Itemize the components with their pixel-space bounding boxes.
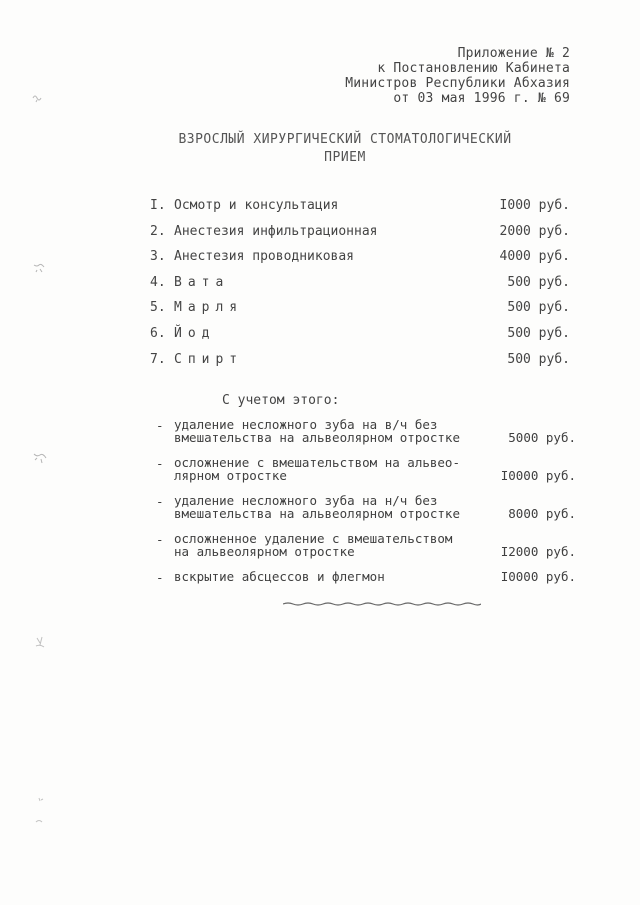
price-row-name: Анестезия проводниковая — [174, 249, 355, 265]
price-row-amount: 500 руб. — [507, 325, 570, 341]
price-row — [150, 222, 570, 248]
additional-services — [156, 418, 576, 595]
list-dash: - — [156, 532, 164, 547]
price-row-name: Анестезия инфильтрационная — [174, 223, 378, 239]
price-row — [150, 350, 570, 376]
margin-mark-2 — [32, 259, 48, 275]
service-text-line-2: лярном отростке — [174, 468, 287, 483]
service-amount: 5000 руб. — [508, 430, 576, 445]
service-item — [156, 418, 576, 444]
title-line-1: ВЗРОСЛЫЙ ХИРУРГИЧЕСКИЙ СТОМАТОЛОГИЧЕСКИЙ — [178, 132, 512, 147]
price-row-number: 7. — [150, 351, 166, 367]
margin-mark-4 — [33, 634, 49, 650]
price-list — [150, 196, 570, 375]
price-row-number: 2. — [150, 223, 166, 239]
list-dash: - — [156, 456, 164, 471]
closing-divider-line — [283, 602, 481, 607]
service-text-line-2: вмешательства на альвеолярном отростке — [174, 430, 460, 445]
price-row-amount: 4000 руб. — [499, 249, 570, 265]
price-row-name: Йод — [174, 325, 216, 341]
annex-line-2: к Постановлению Кабинета — [377, 61, 570, 76]
price-row — [150, 273, 570, 299]
annex-header — [345, 46, 570, 106]
service-text-line-2: на альвеолярном отростке — [174, 544, 355, 559]
list-dash: - — [156, 494, 164, 509]
price-row-name: Марля — [174, 300, 244, 316]
service-amount: I0000 руб. — [500, 468, 576, 483]
service-amount: I2000 руб. — [500, 544, 576, 559]
list-dash: - — [156, 418, 164, 433]
price-row-number: 5. — [150, 300, 166, 316]
service-text-line-1: осложнение с вмешательством на альвео- — [174, 455, 460, 470]
list-dash: - — [156, 570, 164, 585]
service-amount: 8000 руб. — [508, 506, 576, 521]
margin-mark-5 — [34, 795, 50, 811]
price-row-number: 6. — [150, 325, 166, 341]
price-row — [150, 298, 570, 324]
price-row-amount: 500 руб. — [507, 351, 570, 367]
service-item — [156, 456, 576, 482]
annex-line-3: Министров Республики Абхазия — [345, 76, 570, 91]
margin-mark-1 — [30, 90, 46, 106]
annex-line-1: Приложение № 2 — [457, 46, 570, 61]
service-item — [156, 532, 576, 558]
title-line-2: ПРИЕМ — [324, 150, 366, 165]
price-row-number: I. — [150, 198, 166, 213]
price-row — [150, 196, 570, 222]
service-amount: I0000 руб. — [500, 569, 576, 584]
price-row-name: Осмотр и консультация — [174, 198, 339, 213]
service-text-line-1: удаление несложного зуба на в/ч без — [174, 417, 438, 432]
price-row-number: 3. — [150, 249, 166, 265]
service-text-line-1: осложненное удаление с вмешательством — [174, 531, 453, 546]
service-item — [156, 494, 576, 520]
service-text-line-1: вскрытие абсцессов и флегмон — [174, 569, 385, 584]
service-item — [156, 570, 576, 583]
service-text-line-1: удаление несложного зуба на н/ч без — [174, 493, 438, 508]
document-title — [150, 131, 540, 167]
price-row-name: Вата — [174, 274, 230, 290]
price-row-name: Спирт — [174, 351, 244, 367]
price-row-amount: 500 руб. — [507, 274, 570, 290]
price-row-amount: 2000 руб. — [499, 223, 570, 239]
price-row-amount: 500 руб. — [507, 300, 570, 316]
margin-mark-3 — [32, 449, 48, 465]
price-row — [150, 247, 570, 273]
price-row-number: 4. — [150, 274, 166, 290]
subheading: С учетом этого: — [222, 393, 340, 408]
service-text-line-2: вмешательства на альвеолярном отростке — [174, 506, 460, 521]
margin-mark-6 — [33, 814, 49, 830]
annex-line-4: от 03 мая 1996 г. № 69 — [393, 91, 570, 106]
price-row — [150, 324, 570, 350]
price-row-amount: I000 руб. — [499, 198, 570, 213]
